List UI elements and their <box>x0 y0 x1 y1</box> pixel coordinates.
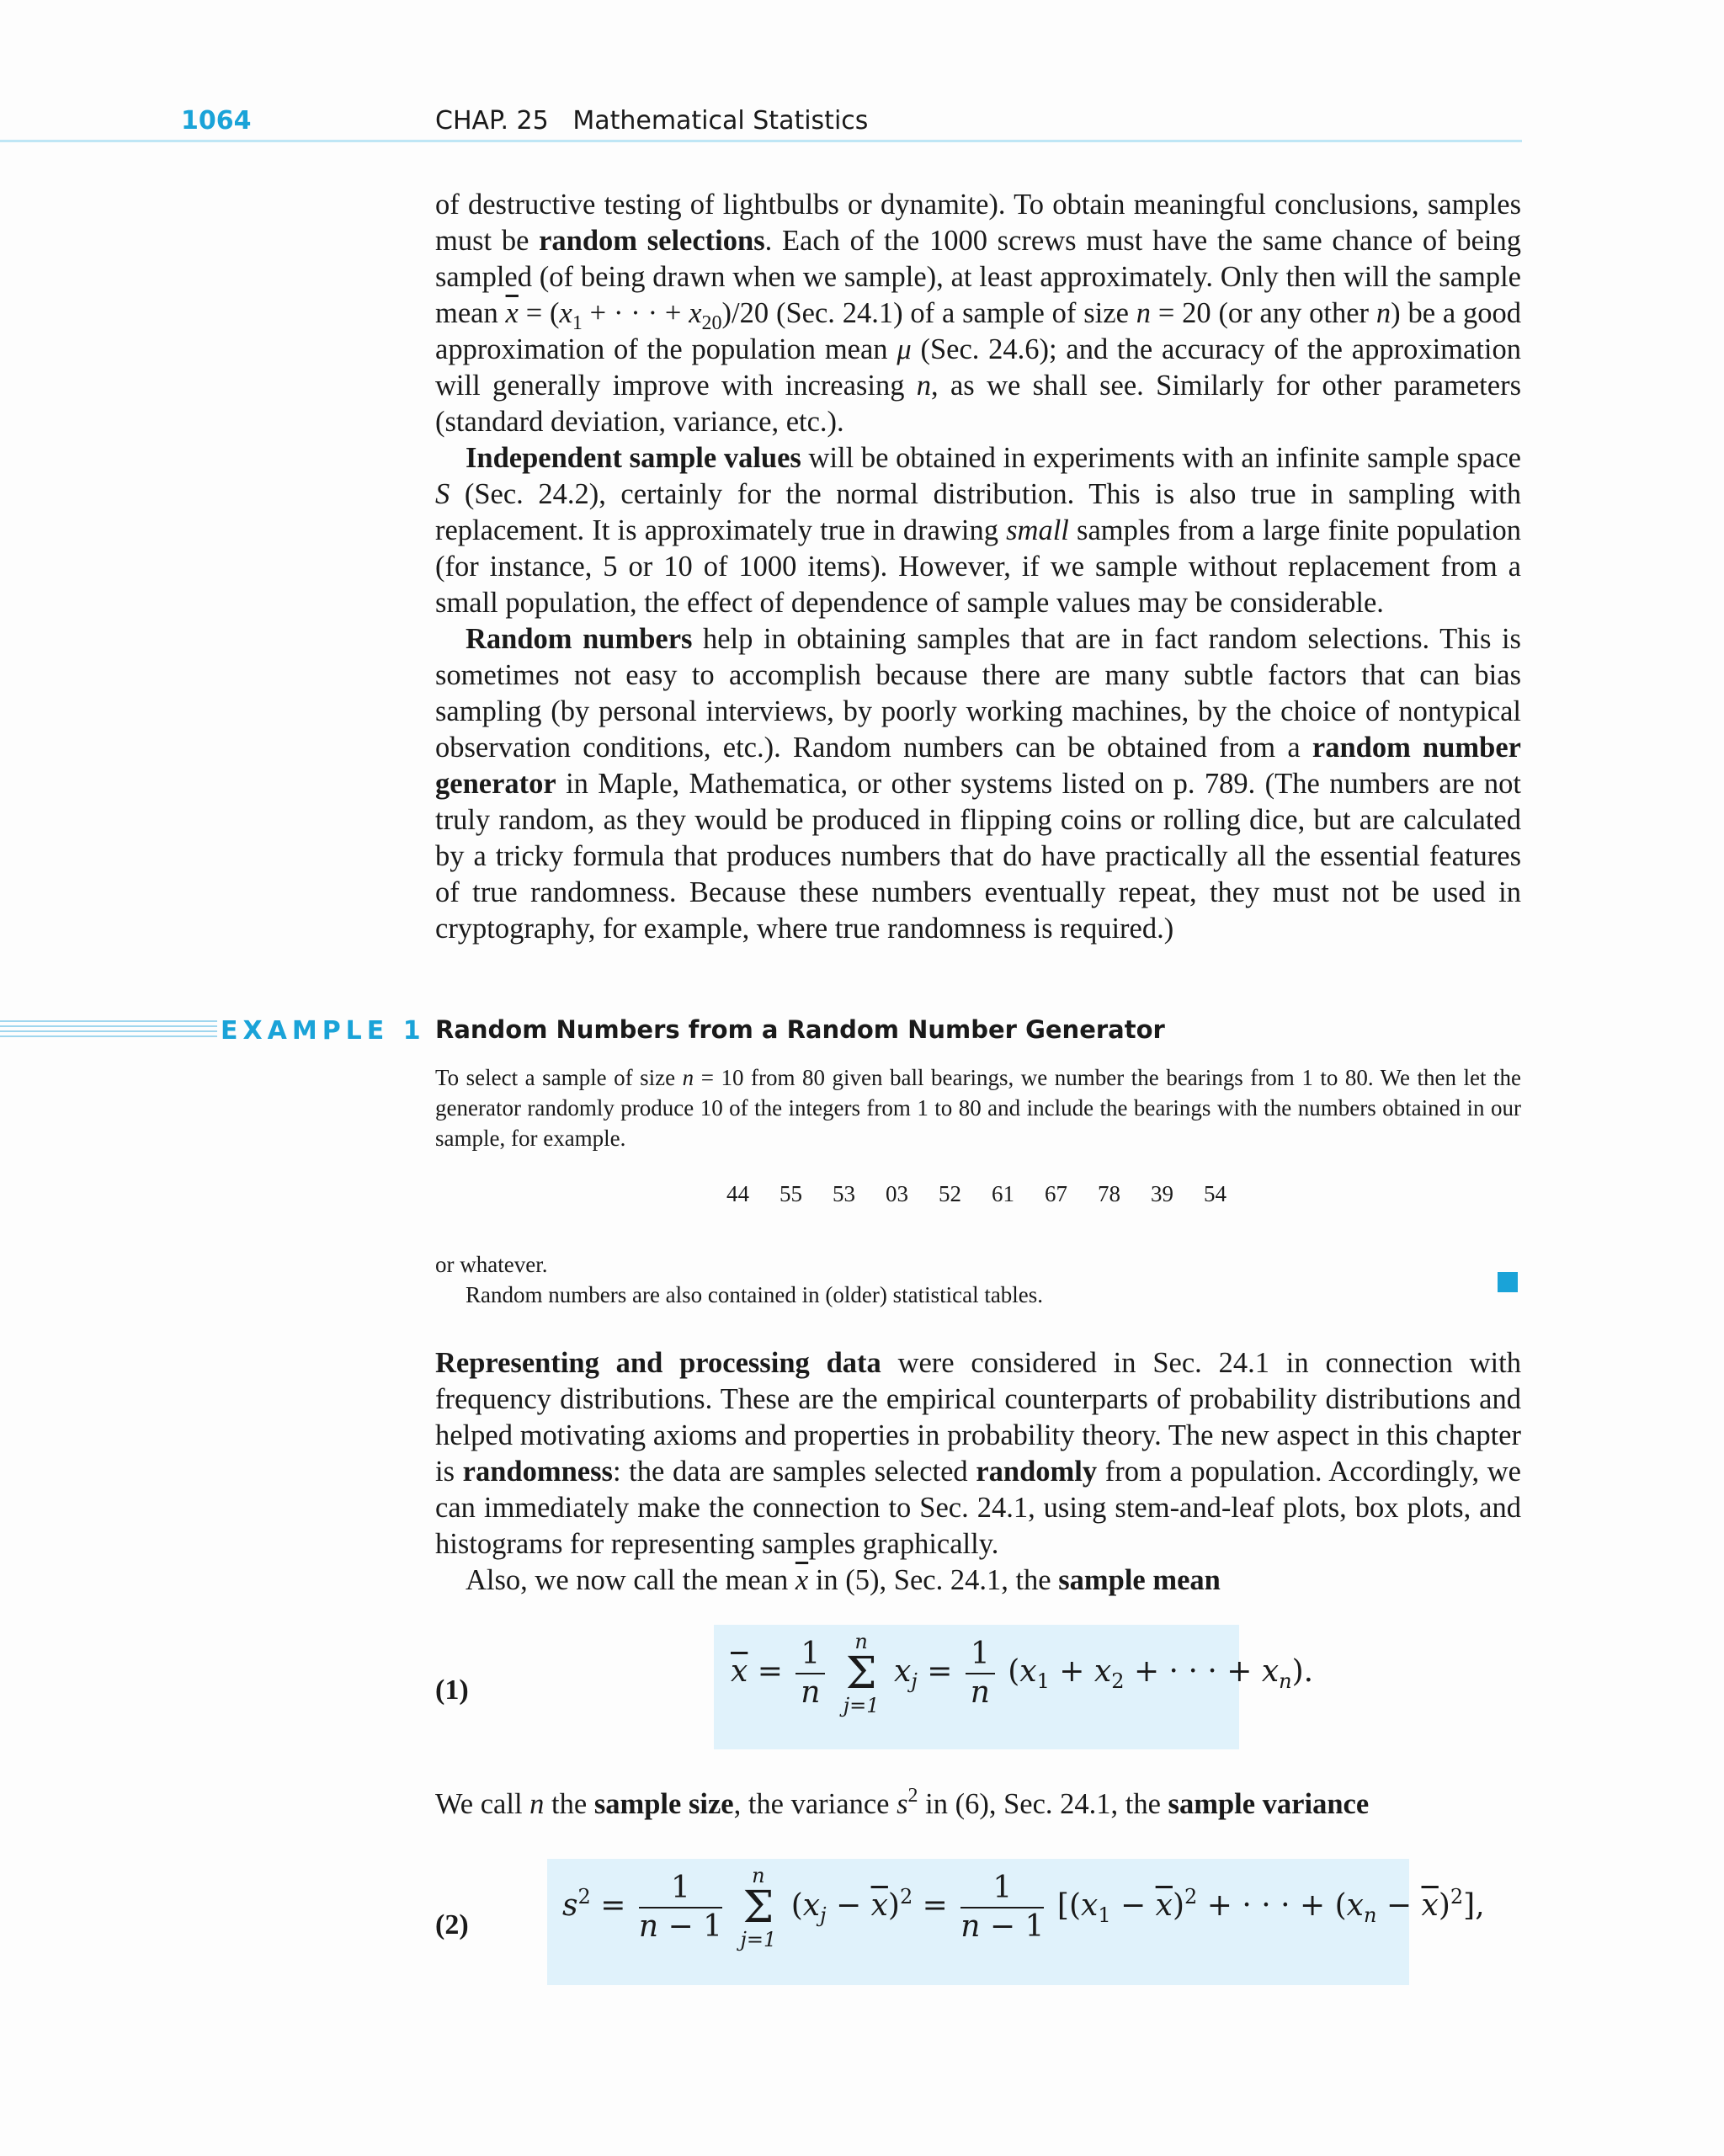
random-number: 55 <box>780 1181 802 1206</box>
running-header <box>435 106 868 136</box>
random-number: 03 <box>886 1181 908 1206</box>
random-number: 39 <box>1151 1181 1173 1206</box>
paragraph-6: We call n the sample size, the variance $s^2$ in (6), Sec. 24.1, the sample variance <box>435 1785 1370 1820</box>
random-number-list <box>726 1181 1257 1207</box>
example-title: Random Numbers from a Random Number Generator <box>435 1015 1165 1044</box>
random-number: 53 <box>833 1181 855 1206</box>
paragraph-4: Representing and processing data were considered in Sec. 24.1 in connection with frequency distributions. These are the empirical counterparts of probability distributions and helped motivating axioms and properties in probability theory. The new aspect in this chapter is randomness: the data are samples selected randomly from a population. Accordingly, we can immediately make the connection to Sec. 24.1, using stem-and-leaf plots, box plots, and histograms for representing samples graphically. Also, we now call the mean $\overline{x}$ in (5), Sec. 24.1, the sample mean <box>435 1347 1521 1596</box>
random-number: 54 <box>1204 1181 1226 1206</box>
random-number: 44 <box>726 1181 749 1206</box>
end-of-example-square <box>1498 1272 1518 1292</box>
equation-1-label: (1) <box>435 1674 469 1706</box>
random-number: 78 <box>1098 1181 1120 1206</box>
header-rule <box>0 140 1522 142</box>
equation-1: $\overline{x}$ = $\frac{1}{n}$ n Σ j=1 $x_j$ = $\frac{1}{n}$ ($x_1 + x_2$ + · · · + $x_n$). <box>731 1630 1314 1717</box>
example-after-2: Random numbers are also contained in (older) statistical tables. <box>466 1282 1044 1307</box>
random-number: 61 <box>992 1181 1014 1206</box>
equation-2-label: (2) <box>435 1909 469 1940</box>
example-label: EXAMPLE 1 <box>217 1016 426 1046</box>
paragraph-1: of destructive testing of lightbulbs or dynamite). To obtain meaningful conclusions, samples must be random selections. Each of the 1000 screws must have the same chance of being sampled (of being drawn when we sample), at least approximately. Only then will the sample mean $\overline{x} = (x_1$ + · · · + $x_{20})/20$ (Sec. 24.1) of a sample of size n = 20 (or any other n) be a good approximation of the population mean μ (Sec. 24.6); and the accuracy of the approximation will generally improve with increasing n, as we shall see. Similarly for other parameters (standard deviation, variance, etc.). Independent sample values will be obtained in experiments with an infinite sample space S (Sec. 24.2), certainly for the normal distribution. This is also true in sampling with replacement. It is approximately true in drawing small samples from a large finite population (for instance, 5 or 10 of 1000 items). However, if we sample without replacement from a small population, the effect of dependence of sample values may be considerable. Random numbers help in obtaining samples that are in fact random selections. This is sometimes not easy to accomplish because there are many subtle factors that can bias sampling (by personal interviews, by poorly working machines, by the choice of nontypical observation conditions, etc.). Random numbers can be obtained from a random number generator in Maple, Mathematica, or other systems listed on p. 789. (The numbers are not truly random, as they would be produced in flipping coins or rolling dice, but are calculated by a tricky formula that produces numbers that do have practically all the essential features of true randomness. Because these numbers eventually repeat, they must not be used in cryptography, for example, where true randomness is required.) <box>435 189 1521 945</box>
equation-2: $s^2$ = $\frac{1}{n - 1}$ n Σ j=1 $(x_j - \overline{x})^2$ = $\frac{1}{n - 1}$ [$(x_1 - \overline{x})^2$ + · · · + $(x_n - \overline{x})^2$], <box>562 1864 1485 1951</box>
random-number: 52 <box>939 1181 961 1206</box>
chapter-title: Mathematical Statistics <box>572 106 869 136</box>
example-after-1: or whatever. <box>435 1252 548 1277</box>
page-number: 1064 <box>181 106 252 136</box>
example-text: To select a sample of size n = 10 from 80 given ball bearings, we number the bearings from 1 to 80. We then let the generator randomly produce 10 of the integers from 1 to 80 and include the bearings with the numbers obtained in our sample, for example. <box>435 1065 1522 1151</box>
chapter-label: CHAP. 25 <box>435 106 549 136</box>
random-number: 67 <box>1045 1181 1067 1206</box>
